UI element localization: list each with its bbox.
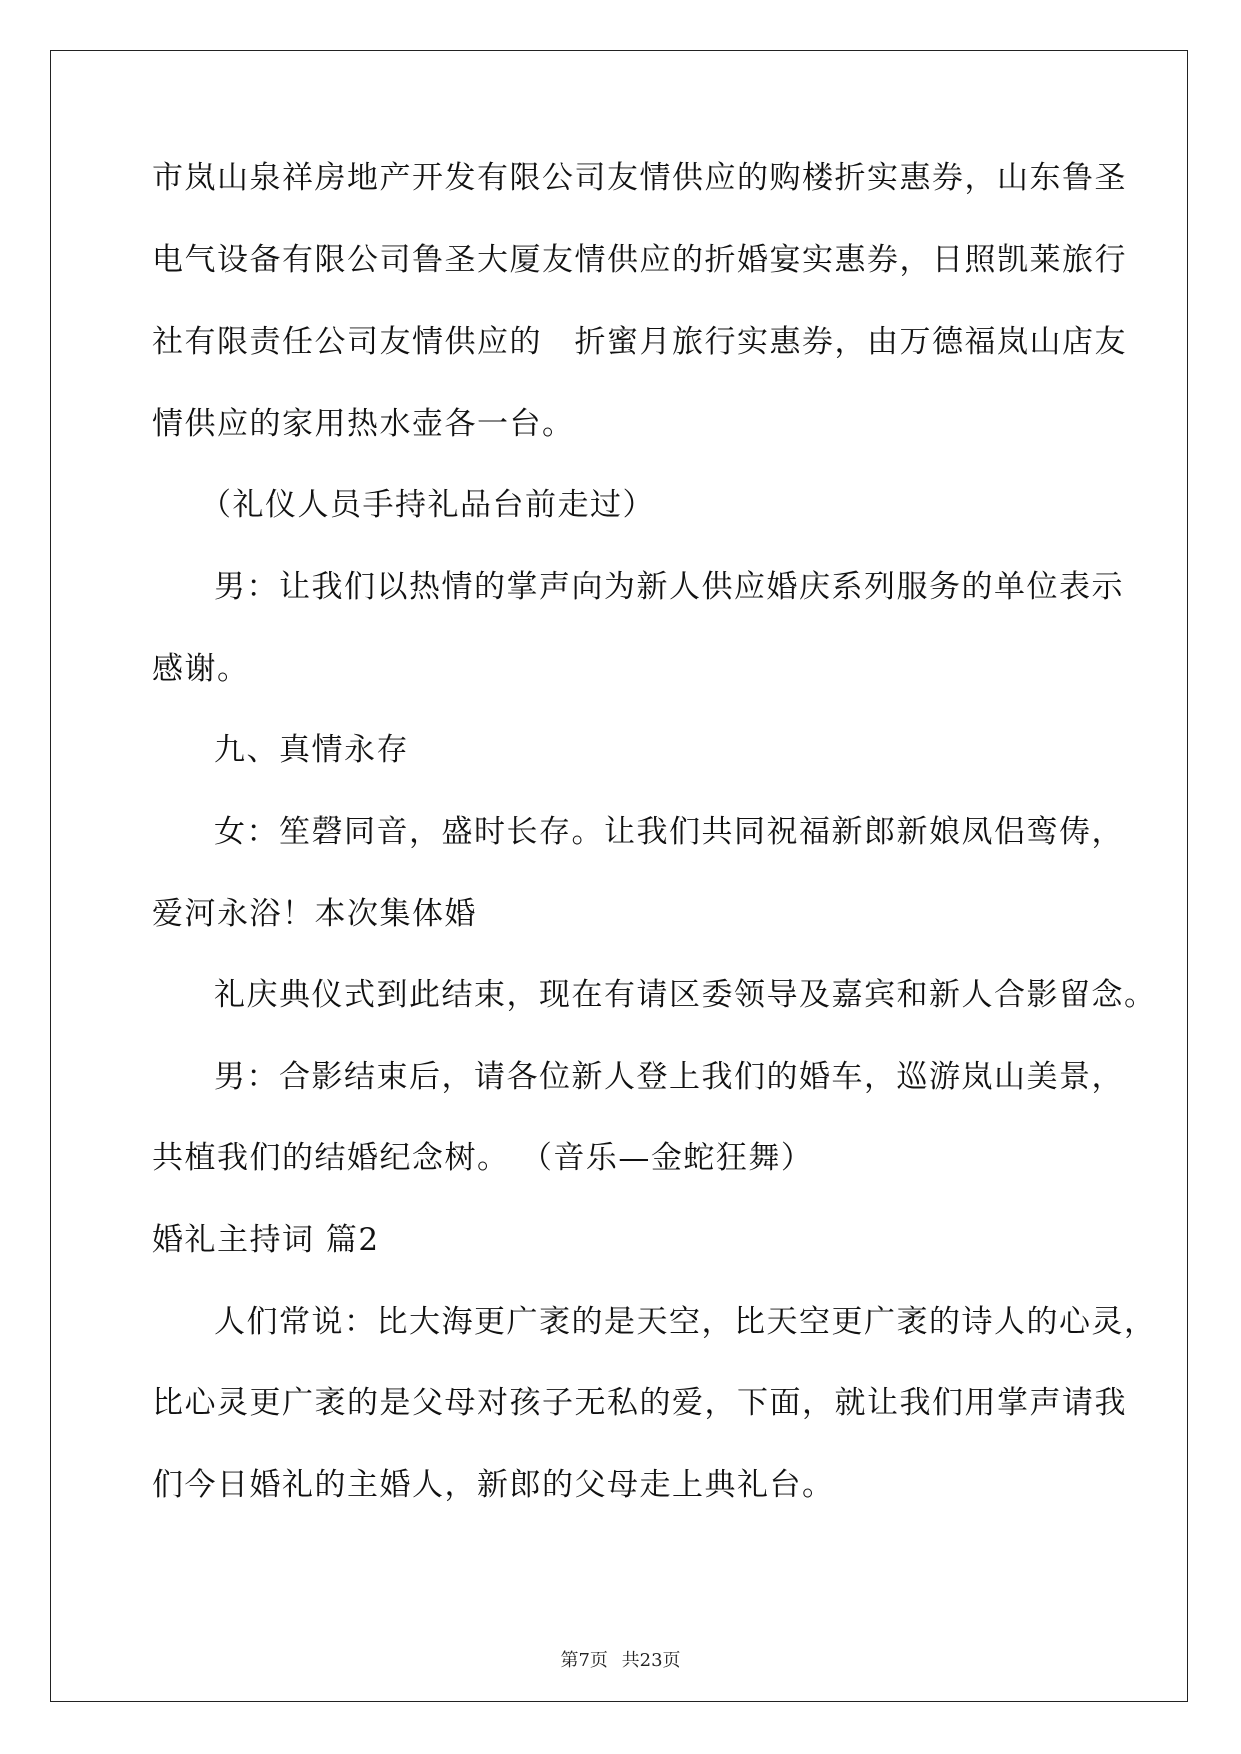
page-number: 第7页 (560, 1650, 608, 1671)
paragraph-line: 感谢。 (152, 651, 250, 687)
page-total: 共23页 (621, 1650, 681, 1671)
paragraph-line: 社有限责任公司友情供应的 折蜜月旅行实惠券，由万德福岚山店友 (152, 324, 1127, 360)
page-border (50, 50, 1188, 1702)
stage-direction: （礼仪人员手持礼品台前走过） (200, 487, 655, 523)
section-heading: 九、真情永存 (214, 732, 409, 768)
paragraph-line: 爱河永浴！本次集体婚 (152, 896, 477, 932)
paragraph-line: 共植我们的结婚纪念树。 （音乐—金蛇狂舞） (152, 1140, 814, 1176)
paragraph-line: 女：笙磬同音，盛时长存。让我们共同祝福新郎新娘凤侣鸾俦， (214, 814, 1124, 850)
paragraph-line: 男：合影结束后，请各位新人登上我们的婚车，巡游岚山美景， (214, 1059, 1124, 1095)
paragraph-line: 们今日婚礼的主婚人，新郎的父母走上典礼台。 (152, 1467, 835, 1503)
article-heading: 婚礼主持词 篇2 (152, 1222, 380, 1258)
paragraph-line: 男：让我们以热情的掌声向为新人供应婚庆系列服务的单位表示 (214, 569, 1124, 605)
paragraph-line: 市岚山泉祥房地产开发有限公司友情供应的购楼折实惠券，山东鲁圣 (152, 160, 1127, 196)
paragraph-line: 人们常说：比大海更广袤的是天空，比天空更广袤的诗人的心灵， (214, 1304, 1157, 1340)
page-footer (0, 1646, 1241, 1672)
paragraph-line: 礼庆典仪式到此结束，现在有请区委领导及嘉宾和新人合影留念。 (214, 977, 1157, 1013)
paragraph-line: 情供应的家用热水壶各一台。 (152, 406, 575, 442)
paragraph-line: 电气设备有限公司鲁圣大厦友情供应的折婚宴实惠券，日照凯莱旅行 (152, 242, 1127, 278)
paragraph-line: 比心灵更广袤的是父母对孩子无私的爱，下面，就让我们用掌声请我 (152, 1385, 1127, 1421)
